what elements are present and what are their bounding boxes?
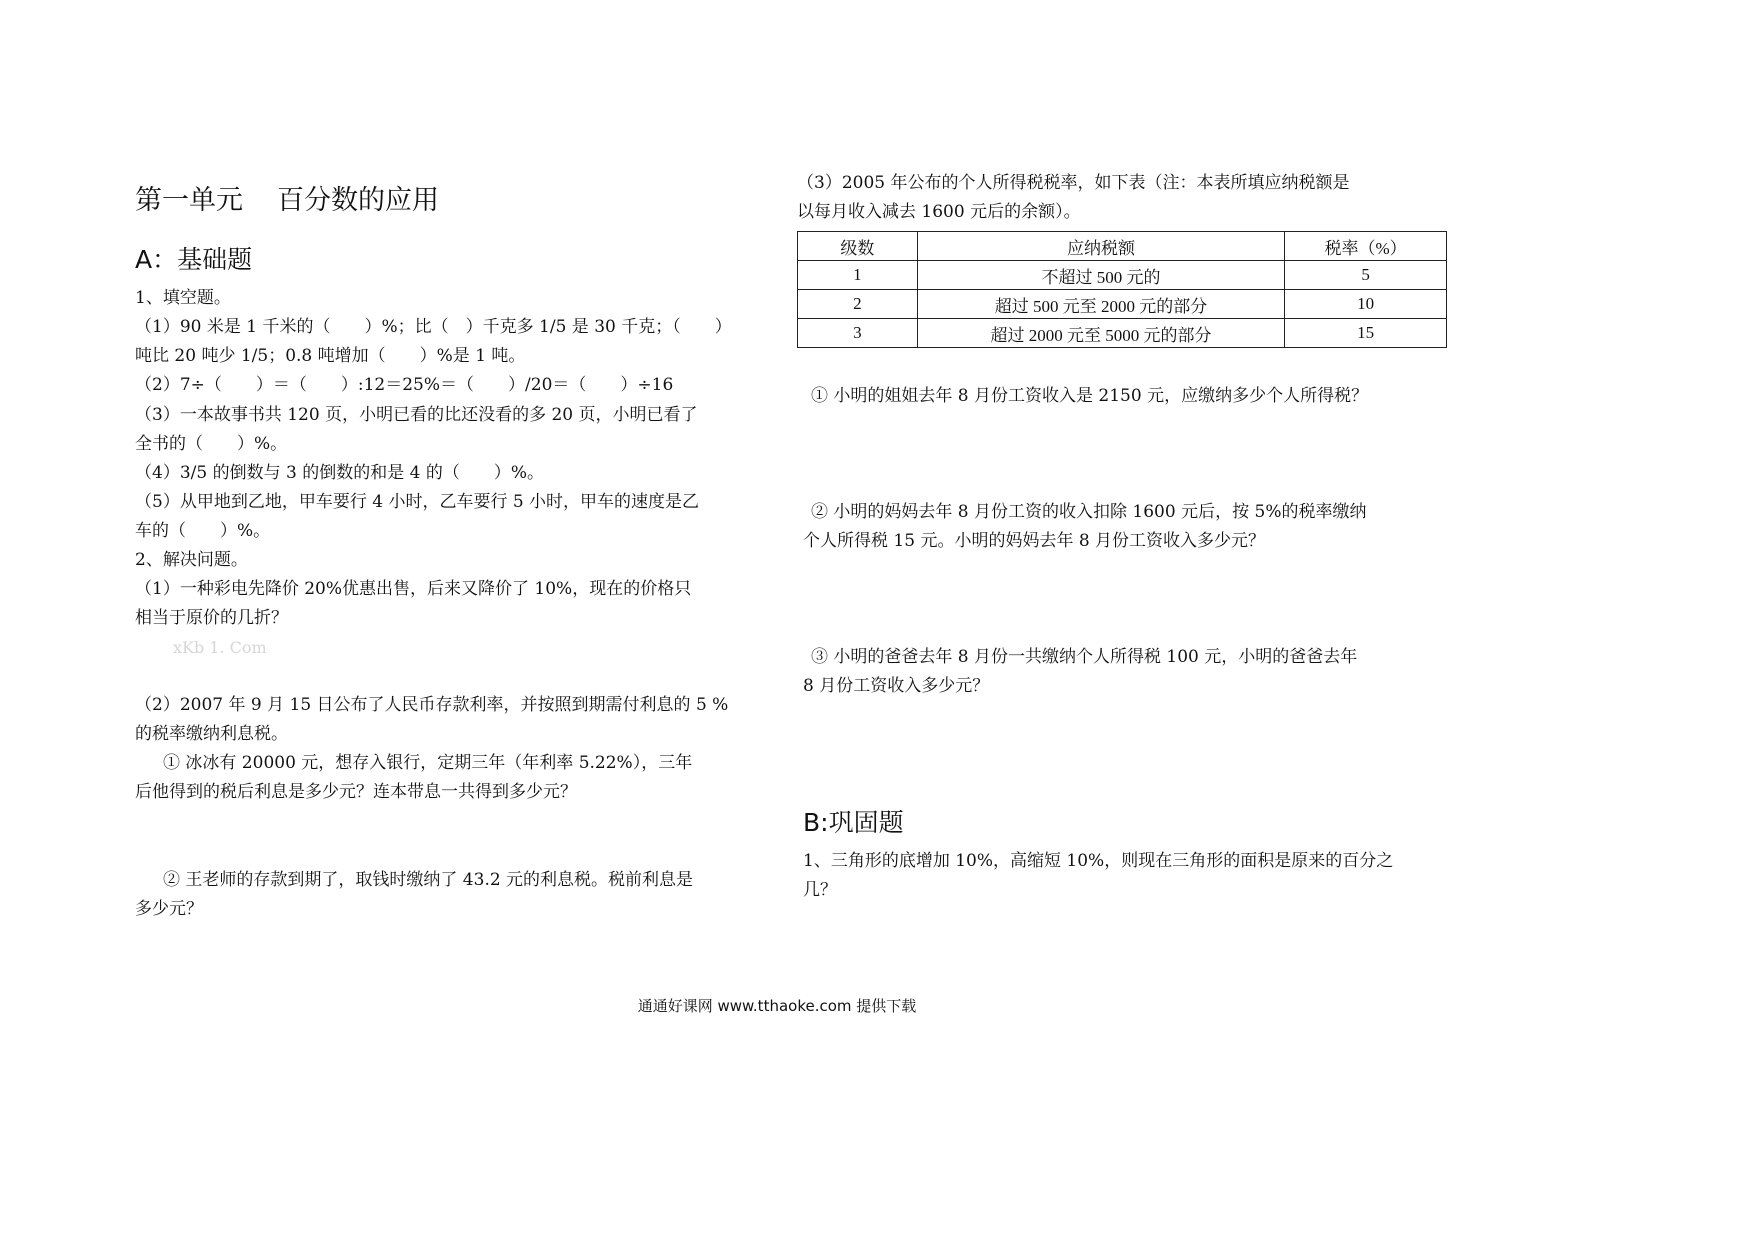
fill-in-q1-line2: 吨比 20 吨少 1/5；0.8 吨增加（ ）%是 1 吨。 xyxy=(135,346,526,366)
tax-sub2-line2: 个人所得税 15 元。小明的妈妈去年 8 月份工资收入多少元？ xyxy=(803,531,1266,551)
unit-title-number: 第一单元 xyxy=(135,185,243,216)
problem-2-sub1-line1: ① 冰冰有 20000 元，想存入银行，定期三年（年利率 5.22%），三年 xyxy=(163,753,693,773)
problem-2-line1: （2）2007 年 9 月 15 日公布了人民币存款利率，并按照到期需付利息的 5 % xyxy=(135,695,729,715)
table-header-row xyxy=(798,232,1447,261)
tax-question-line2: 以每月收入减去 1600 元后的余额）。 xyxy=(797,202,1081,222)
fill-in-q4: （4）3/5 的倒数与 3 的倒数的和是 4 的（ ）%。 xyxy=(135,463,544,483)
section-a-heading: A：基础题 xyxy=(135,245,253,274)
tax-sub1: ① 小明的姐姐去年 8 月份工资收入是 2150 元，应缴纳多少个人所得税？ xyxy=(811,386,1369,406)
table-cell: 超过 500 元至 2000 元的部分 xyxy=(917,290,1284,319)
problem-2-sub2-line2: 多少元？ xyxy=(135,899,203,919)
table-cell: 5 xyxy=(1285,261,1447,290)
unit-title-topic: 百分数的应用 xyxy=(277,185,439,216)
tax-sub3-line2: 8 月份工资收入多少元？ xyxy=(803,676,990,696)
problems-heading: 2、解决问题。 xyxy=(135,550,248,570)
footer-source: 通通好课网 www.tthaoke.com 提供下载 xyxy=(637,997,917,1015)
tax-sub2-line1: ② 小明的妈妈去年 8 月份工资的收入扣除 1600 元后，按 5%的税率缴纳 xyxy=(811,502,1367,522)
table-header-cell: 级数 xyxy=(798,232,918,261)
problem-2-line2: 的税率缴纳利息税。 xyxy=(135,724,288,744)
table-cell: 10 xyxy=(1285,290,1447,319)
table-cell: 3 xyxy=(798,319,918,348)
table-cell: 15 xyxy=(1285,319,1447,348)
fill-in-q1-line1: （1）90 米是 1 千米的（ ）%；比（ ）千克多 1/5 是 30 千克；（ ） xyxy=(135,317,732,337)
consolidation-q1-line2: 几？ xyxy=(803,880,837,900)
problem-1-line2: 相当于原价的几折？ xyxy=(135,608,288,628)
fill-in-q5-line1: （5）从甲地到乙地，甲车要行 4 小时，乙车要行 5 小时，甲车的速度是乙 xyxy=(135,492,700,512)
fill-in-q2: （2）7÷（ ）＝（ ）:12＝25%＝（ ）/20＝（ ）÷16 xyxy=(135,375,674,395)
unit-title xyxy=(135,178,439,217)
fill-in-q3-line1: （3）一本故事书共 120 页，小明已看的比还没看的多 20 页，小明已看了 xyxy=(135,405,698,425)
section-b-heading: B:巩固题 xyxy=(803,808,904,837)
problem-1-line1: （1）一种彩电先降价 20%优惠出售，后来又降价了 10%，现在的价格只 xyxy=(135,579,692,599)
table-cell: 超过 2000 元至 5000 元的部分 xyxy=(917,319,1284,348)
table-header-cell: 税率（%） xyxy=(1285,232,1447,261)
table-cell: 1 xyxy=(798,261,918,290)
table-row xyxy=(798,319,1447,348)
fill-in-heading: 1、填空题。 xyxy=(135,288,231,308)
tax-rate-table xyxy=(797,231,1447,348)
tax-sub3-line1: ③ 小明的爸爸去年 8 月份一共缴纳个人所得税 100 元，小明的爸爸去年 xyxy=(811,647,1358,667)
problem-2-sub2-line1: ② 王老师的存款到期了，取钱时缴纳了 43.2 元的利息税。税前利息是 xyxy=(163,870,694,890)
fill-in-q5-line2: 车的（ ）%。 xyxy=(135,521,271,541)
table-cell: 2 xyxy=(798,290,918,319)
tax-question-line1: （3）2005 年公布的个人所得税税率，如下表（注：本表所填应纳税额是 xyxy=(797,173,1350,193)
table-cell: 不超过 500 元的 xyxy=(917,261,1284,290)
table-row xyxy=(798,290,1447,319)
table-header-cell: 应纳税额 xyxy=(917,232,1284,261)
fill-in-q3-line2: 全书的（ ）%。 xyxy=(135,434,288,454)
table-row xyxy=(798,261,1447,290)
problem-2-sub1-line2: 后他得到的税后利息是多少元？连本带息一共得到多少元？ xyxy=(135,782,577,802)
watermark: xKb 1. Com xyxy=(173,638,267,657)
consolidation-q1-line1: 1、三角形的底增加 10%，高缩短 10%，则现在三角形的面积是原来的百分之 xyxy=(803,851,1394,871)
